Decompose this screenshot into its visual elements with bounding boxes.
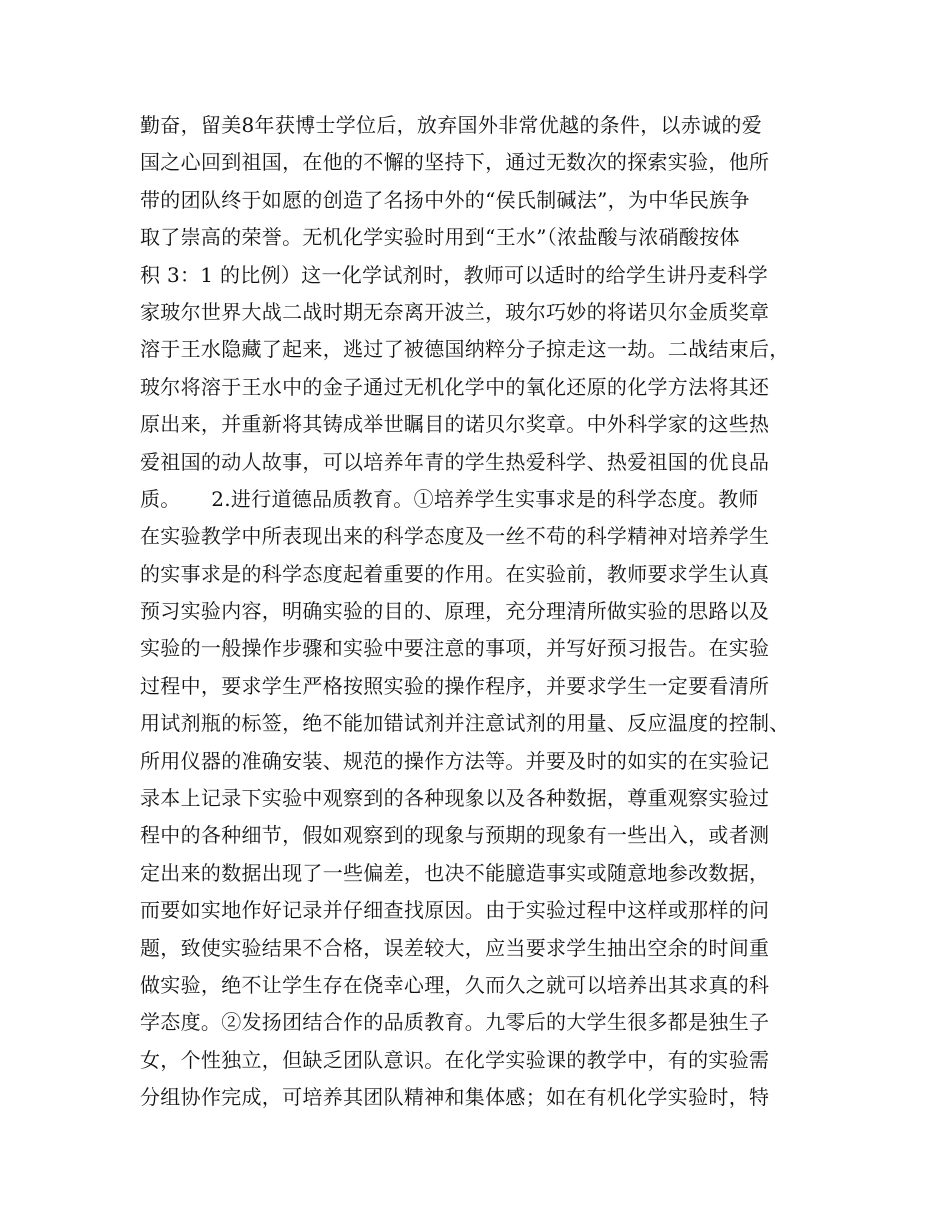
text-line: 实验的一般操作步骤和实验中要注意的事项，并写好预习报告。在实验 [140,636,770,661]
text-line: 在实验教学中所表现出来的科学态度及一丝不苟的科学精神对培养学生 [140,524,770,549]
text-line: 过程中，要求学生严格按照实验的操作程序，并要求学生一定要看清所 [140,673,770,698]
text-line: 定出来的数据出现了一些偏差，也决不能臆造事实或随意地参改数据， [140,860,770,885]
text-line: 题，致使实验结果不合格，误差较大，应当要求学生抽出空余的时间重 [140,935,770,960]
text-line: 玻尔将溶于王水中的金子通过无机化学中的氧化还原的化学方法将其还 [140,374,770,399]
text-line: 分组协作完成，可培养其团队精神和集体感；如在有机化学实验时，特 [140,1085,770,1110]
text-line: 带的团队终于如愿的创造了名扬中外的“侯氏制碱法”，为中华民族争 [140,187,750,212]
text-line: 用试剂瓶的标签，绝不能加错试剂并注意试剂的用量、反应温度的控制、 [140,711,790,736]
text-line: 勤奋，留美8年获博士学位后，放弃国外非常优越的条件，以赤诚的爱 [140,113,763,137]
text-line: 程中的各种细节，假如观察到的现象与预期的现象有一些出入，或者测 [140,823,770,848]
text-line: 学态度。②发扬团结合作的品质教育。九零后的大学生很多都是独生子 [140,1010,770,1035]
text-line: 做实验，绝不让学生存在侥幸心理，久而久之就可以培养出其求真的科 [140,972,770,997]
text-line: 所用仪器的准确安装、规范的操作方法等。并要及时的如实的在实验记 [140,748,770,773]
text-line: 取了崇高的荣誉。无机化学实验时用到“王水”（浓盐酸与浓硝酸按体 [140,225,740,250]
text-line: 预习实验内容，明确实验的目的、原理，充分理清所做实验的思路以及 [140,599,770,624]
text-line: 积 3：1 的比例）这一化学试剂时，教师可以适时的给学生讲丹麦科学 [140,262,769,287]
text-line: 原出来，并重新将其铸成举世瞩目的诺贝尔奖章。中外科学家的这些热 [140,412,770,437]
body-text [140,107,820,1117]
text-line: 家玻尔世界大战二战时期无奈离开波兰，玻尔巧妙的将诺贝尔金质奖章 [140,299,770,324]
text-line: 的实事求是的科学态度起着重要的作用。在实验前，教师要求学生认真 [140,561,770,586]
text-line: 爱祖国的动人故事，可以培养年青的学生热爱科学、热爱祖国的优良品 [140,449,770,474]
text-line: 质。 2.进行道德品质教育。①培养学生实事求是的科学态度。教师 [140,486,759,511]
text-line: 国之心回到祖国，在他的不懈的坚持下，通过无数次的探索实验，他所 [140,150,770,175]
text-line: 录本上记录下实验中观察到的各种现象以及各种数据，尊重观察实验过 [140,786,770,811]
text-line: 女，个性独立，但缺乏团队意识。在化学实验课的教学中，有的实验需 [140,1047,770,1072]
text-line: 溶于王水隐藏了起来，逃过了被德国纳粹分子掠走这一劫。二战结束后， [140,337,790,362]
text-line: 而要如实地作好记录并仔细查找原因。由于实验过程中这样或那样的问 [140,898,770,923]
